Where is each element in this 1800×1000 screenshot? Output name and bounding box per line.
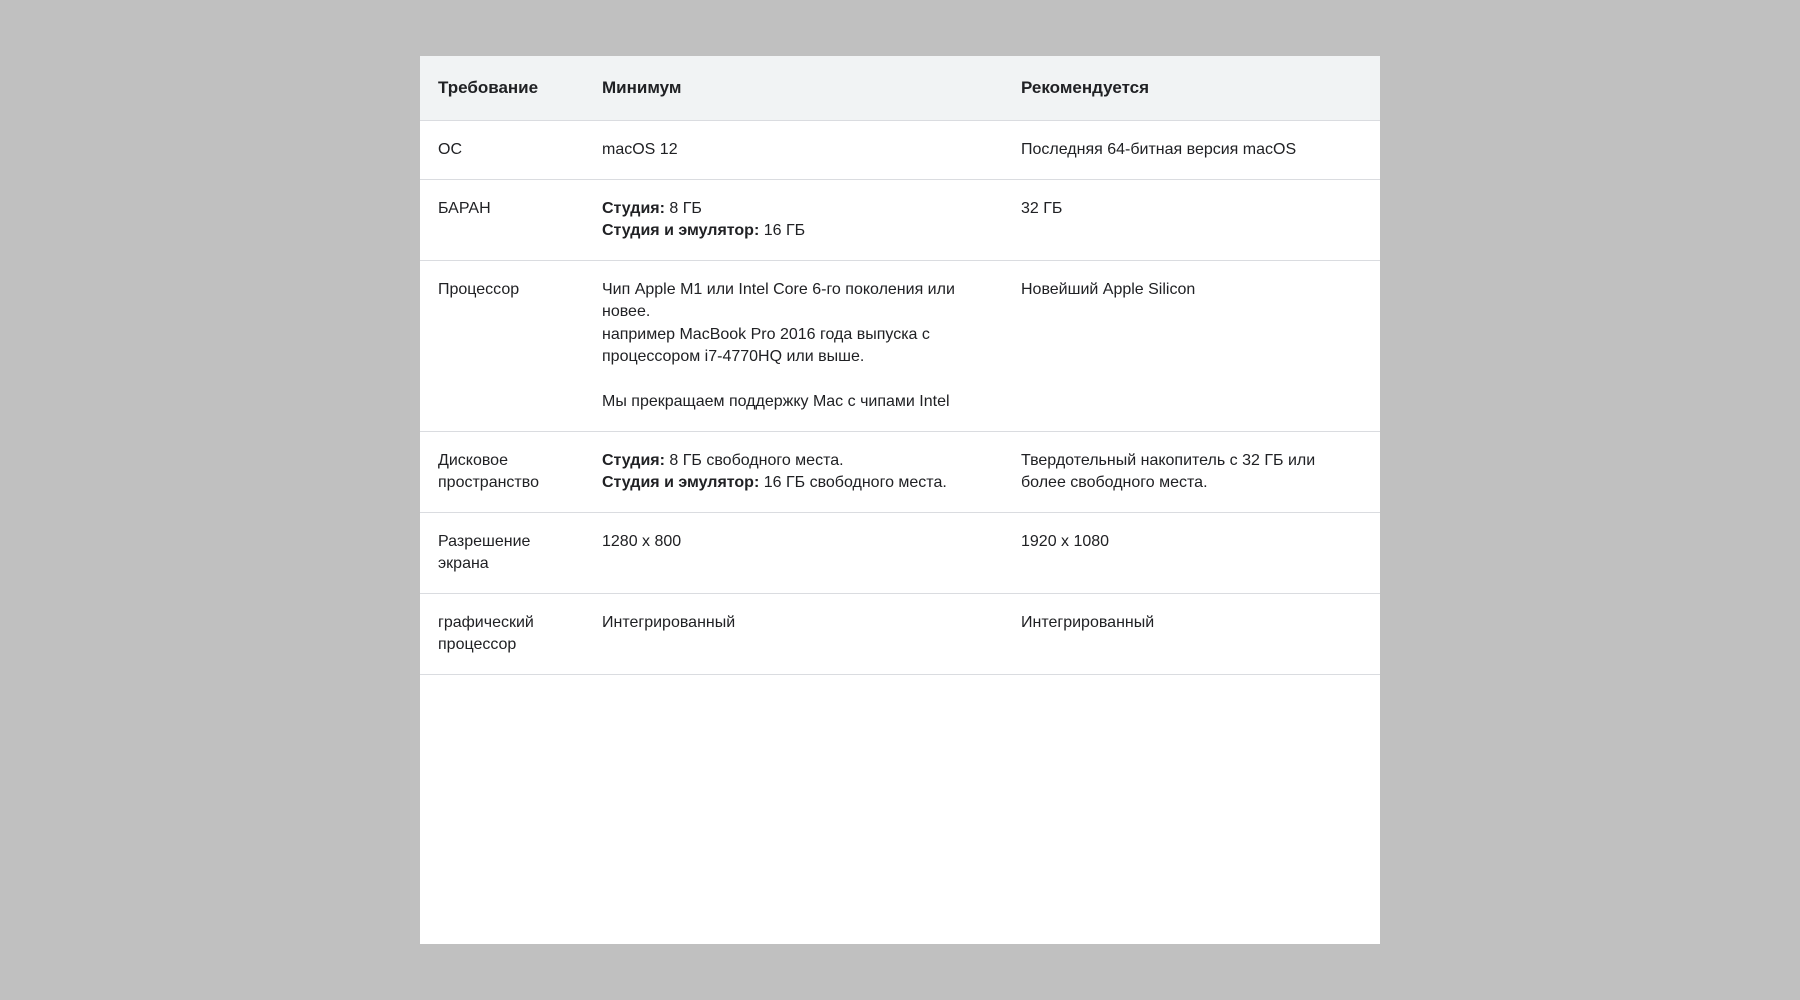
studio-emulator-value: 16 ГБ свободного места. (759, 474, 947, 491)
studio-emulator-label: Студия и эмулятор: (602, 474, 760, 491)
processor-line-1: Чип Apple M1 или Intel Core 6-го поколения или новее. (602, 280, 955, 320)
header-recommended: Рекомендуется (1003, 56, 1380, 121)
studio-value: 8 ГБ (664, 199, 702, 217)
studio-line (602, 198, 985, 221)
studio-emulator-value: 16 ГБ (759, 222, 806, 239)
table-row-ram (420, 179, 1380, 260)
table-row-disk (420, 431, 1380, 512)
cell-minimum: macOS 12 (584, 121, 1003, 180)
cell-requirement: БАРАН (420, 179, 584, 260)
header-minimum: Минимум (584, 56, 1003, 121)
studio-emulator-line (602, 472, 985, 495)
processor-line-2: например MacBook Pro 2016 года выпуска с процессором i7-4770HQ или выше. (602, 325, 930, 365)
spacer (602, 369, 985, 392)
header-requirement: Требование (420, 56, 584, 121)
cell-minimum (584, 179, 1003, 260)
cell-recommended: Интегрированный (1003, 593, 1380, 674)
cell-recommended: Новейший Apple Silicon (1003, 260, 1380, 431)
intel-deprecation-note: Мы прекращаем поддержку Mac с чипами Intel (602, 393, 950, 410)
cell-requirement: Разрешение экрана (420, 512, 584, 593)
studio-emulator-line (602, 220, 985, 243)
studio-value: 8 ГБ свободного места. (664, 451, 844, 469)
cell-recommended: 32 ГБ (1003, 179, 1380, 260)
table-row-gpu (420, 593, 1380, 674)
cell-minimum (584, 260, 1003, 431)
studio-label: Студия: (602, 199, 665, 217)
requirements-card (420, 56, 1380, 944)
cell-requirement: Дисковое пространство (420, 431, 584, 512)
cell-recommended: 1920 x 1080 (1003, 512, 1380, 593)
studio-label: Студия: (602, 451, 665, 469)
table-row-resolution (420, 512, 1380, 593)
table-header (420, 56, 1380, 121)
cell-recommended: Твердотельный накопитель с 32 ГБ или более свободного места. (1003, 431, 1380, 512)
table-row-os (420, 121, 1380, 180)
cell-minimum: Интегрированный (584, 593, 1003, 674)
table-body (420, 121, 1380, 675)
cell-minimum: 1280 x 800 (584, 512, 1003, 593)
cell-requirement: ОС (420, 121, 584, 180)
table-row-processor (420, 260, 1380, 431)
studio-emulator-label: Студия и эмулятор: (602, 222, 760, 239)
studio-line (602, 450, 985, 473)
cell-requirement: графический процессор (420, 593, 584, 674)
cell-recommended: Последняя 64-битная версия macOS (1003, 121, 1380, 180)
table-header-row (420, 56, 1380, 121)
cell-minimum (584, 431, 1003, 512)
cell-requirement: Процессор (420, 260, 584, 431)
requirements-table (420, 56, 1380, 675)
